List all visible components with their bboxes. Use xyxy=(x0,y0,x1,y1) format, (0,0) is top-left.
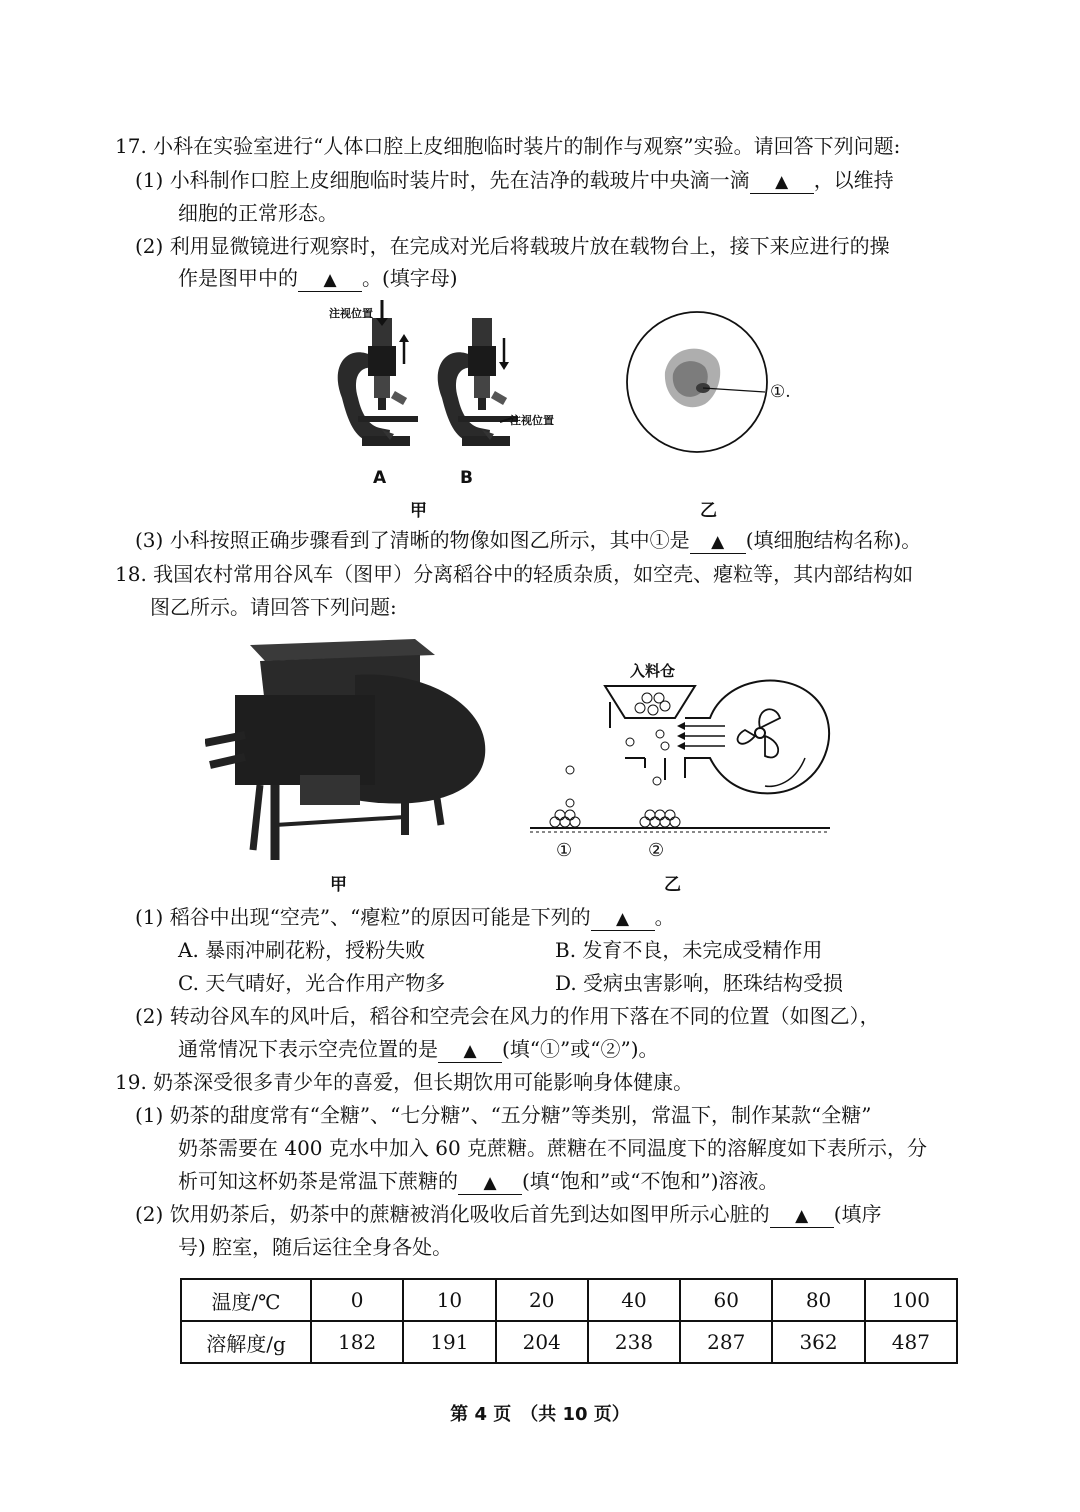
table-header-solubility: 溶解度/g xyxy=(181,1321,311,1363)
q17-part2-text: 作是图甲中的 xyxy=(178,266,298,290)
option-b[interactable]: B. 发育不良，未完成受精作用 xyxy=(555,938,823,962)
q17-part2-suffix: 。(填字母) xyxy=(362,266,458,290)
ground-marker-1: ① xyxy=(556,840,573,861)
table-cell: 287 xyxy=(680,1321,772,1363)
solubility-table xyxy=(180,1278,958,1364)
q18-part2-text: 通常情况下表示空壳位置的是 xyxy=(178,1037,438,1061)
q17-part2-cont xyxy=(178,264,458,292)
q19-part2-cont: 号) 腔室，随后运往全身各处。 xyxy=(178,1235,453,1259)
answer-blank[interactable]: ▲ xyxy=(591,908,655,931)
gaze-position-label-a: 注视位置 xyxy=(329,307,373,320)
q17-part3-suffix: (填细胞结构名称)。 xyxy=(745,528,922,552)
answer-blank[interactable]: ▲ xyxy=(438,1040,502,1063)
answer-blank[interactable]: ▲ xyxy=(690,531,746,554)
table-cell: 182 xyxy=(311,1321,403,1363)
table-cell: 204 xyxy=(496,1321,588,1363)
q19-part1-suffix: (填“饱和”或“不饱和”)溶液。 xyxy=(522,1169,779,1193)
q17-part2: (2) 利用显微镜进行观察时，在完成对光后将载玻片放在载物台上，接下来应进行的操 xyxy=(135,234,890,258)
answer-blank[interactable]: ▲ xyxy=(770,1205,834,1228)
q17-part1-text-cont: ，以维持 xyxy=(813,168,894,192)
table-cell: 100 xyxy=(865,1279,957,1321)
answer-blank[interactable]: ▲ xyxy=(298,269,362,292)
q17-part3-text: (3) 小科按照正确步骤看到了清晰的物像如图乙所示，其中①是 xyxy=(135,528,690,552)
microscope-a-drawing xyxy=(338,300,418,446)
figure-caption-jia-2: 甲 xyxy=(330,875,347,895)
q19-part2-suffix: (填序 xyxy=(833,1202,882,1226)
microscope-figure xyxy=(320,298,570,468)
table-cell: 60 xyxy=(680,1279,772,1321)
table-row xyxy=(181,1321,957,1363)
table-cell: 10 xyxy=(403,1279,495,1321)
table-row xyxy=(181,1279,957,1321)
table-cell: 20 xyxy=(496,1279,588,1321)
figure-caption-jia: 甲 xyxy=(410,501,427,521)
table-cell: 80 xyxy=(772,1279,864,1321)
table-cell: 191 xyxy=(403,1321,495,1363)
q18-part1-text: (1) 稻谷中出现“空壳”、“瘪粒”的原因可能是下列的 xyxy=(135,905,591,929)
cell-view-figure xyxy=(625,302,775,462)
table-cell: 40 xyxy=(588,1279,680,1321)
q18-part1 xyxy=(135,903,675,931)
q19-part1-cont: 奶茶需要在 400 克水中加入 60 克蔗糖。蔗糖在不同温度下的溶解度如下表所示，分 xyxy=(178,1136,928,1160)
q19-part1: (1) 奶茶的甜度常有“全糖”、“七分糖”、“五分糖”等类别，常温下，制作某款“全糖” xyxy=(135,1103,872,1127)
figure-label-a: A xyxy=(373,468,387,488)
figure-caption-yi: 乙 xyxy=(700,501,717,521)
cell-marker-1: ①. xyxy=(770,382,791,402)
q17-stem: 17. 小科在实验室进行“人体口腔上皮细胞临时装片的制作与观察”实验。请回答下列问题: xyxy=(115,134,901,158)
q18-stem: 18. 我国农村常用谷风车（图甲）分离稻谷中的轻质杂质，如空壳、瘪粒等，其内部结构如 xyxy=(115,562,914,586)
q19-part1-text: 析可知这杯奶茶是常温下蔗糖的 xyxy=(178,1169,458,1193)
option-a[interactable]: A. 暴雨冲刷花粉，授粉失败 xyxy=(178,938,426,962)
q18-stem-cont: 图乙所示。请回答下列问题: xyxy=(150,595,397,619)
q19-part1-end xyxy=(178,1167,779,1195)
q18-part2-cont xyxy=(178,1035,659,1063)
ground-marker-2: ② xyxy=(648,840,665,861)
q19-part2-text: (2) 饮用奶茶后，奶茶中的蔗糖被消化吸收后首先到达如图甲所示心脏的 xyxy=(135,1202,770,1226)
option-c[interactable]: C. 天气晴好，光合作用产物多 xyxy=(178,971,446,995)
figure-caption-yi-2: 乙 xyxy=(664,875,681,895)
option-d[interactable]: D. 受病虫害影响，胚珠结构受损 xyxy=(555,971,844,995)
table-header-temperature: 温度/℃ xyxy=(181,1279,311,1321)
q17-part1-end: 细胞的正常形态。 xyxy=(178,201,338,225)
page-footer: 第 4 页 （共 10 页） xyxy=(450,1404,630,1425)
table-cell: 0 xyxy=(311,1279,403,1321)
q17-part3 xyxy=(135,526,921,554)
q17-part1 xyxy=(135,166,894,194)
q17-part1-text: (1) 小科制作口腔上皮细胞临时装片时，先在洁净的载玻片中央滴一滴 xyxy=(135,168,750,192)
q18-part2-suffix: (填“①”或“②”)。 xyxy=(502,1037,659,1061)
answer-blank[interactable]: ▲ xyxy=(750,171,814,194)
table-cell: 362 xyxy=(772,1321,864,1363)
figure-label-b: B xyxy=(460,468,473,488)
winnower-diagram xyxy=(525,658,835,858)
q18-part1-suffix: 。 xyxy=(654,905,675,929)
table-cell: 487 xyxy=(865,1321,957,1363)
microscope-b-drawing xyxy=(438,318,518,446)
q19-part2 xyxy=(135,1200,882,1228)
table-cell: 238 xyxy=(588,1321,680,1363)
q19-stem: 19. 奶茶深受很多青少年的喜爱，但长期饮用可能影响身体健康。 xyxy=(115,1070,694,1094)
hopper-label: 入料仓 xyxy=(630,662,676,680)
gaze-position-label-b: 注视位置 xyxy=(510,414,554,427)
winnowing-machine-figure xyxy=(205,635,490,865)
q18-part2: (2) 转动谷风车的风叶后，稻谷和空壳会在风力的作用下落在不同的位置（如图乙）， xyxy=(135,1004,880,1028)
answer-blank[interactable]: ▲ xyxy=(458,1172,522,1195)
